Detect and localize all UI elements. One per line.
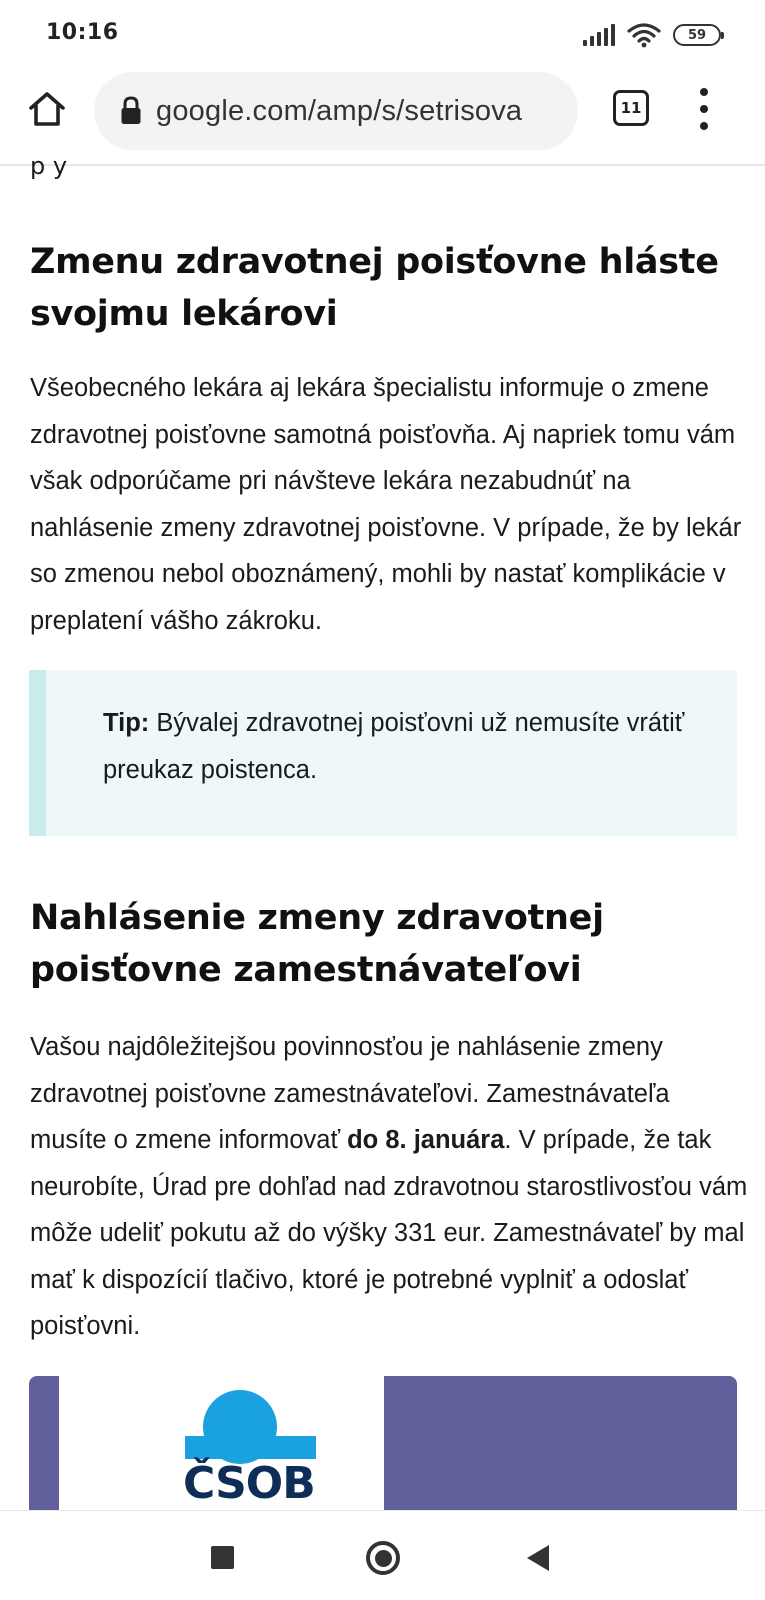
section-heading-doctor: Zmenu zdravotnej poisťovne hláste svojmu lekárovi [30, 242, 719, 334]
tip-box [29, 670, 737, 836]
article-content [0, 152, 765, 1510]
clipped-line [0, 152, 765, 180]
url-text: google.com/amp/s/setrisova [156, 94, 523, 127]
home-icon [27, 89, 67, 129]
section-paragraph-doctor: Všeobecného lekára aj lekára špecialistu informuje o zmene zdravotnej poisťovne samotná poisťovňa. Aj napriek tomu vám však odporúčame pri návšteve lekára nezabudnúť na nahlásenie zmeny zdravotnej poisťovne. V prípade, že by lekár so zmenou nebol oboznámený, mohli by nastať komplikácie v preplatení vášho zákroku. [30, 374, 742, 635]
tip-text [103, 700, 723, 794]
wifi-icon [627, 22, 661, 48]
ad-logo-panel [59, 1376, 384, 1526]
paragraph-text: Vašou najdôležitejšou povinnosťou je nahlásenie zmeny zdravotnej poisťovne zamestnávateľovi. Zamestnávateľa musíte o zmene informovať [30, 1033, 670, 1154]
menu-icon-dot [700, 122, 708, 130]
menu-icon-dot [700, 88, 708, 96]
home-nav-icon[interactable] [366, 1541, 400, 1575]
section-heading-employer: Nahlásenie zmeny zdravotnej poisťovne zamestnávateľovi [30, 898, 604, 990]
menu-icon-dot [700, 105, 708, 113]
status-bar [0, 0, 765, 70]
paragraph-text: . V prípade, že tak neurobíte, Úrad pre dohľad nad zdravotnou starostlivosťou vám môže udeliť pokutu až do výšky 331 eur. Zamestnávateľ by mal mať k dispozícií tlačivo, ktoré je potrebné vyplniť a odoslať poisťovni. [30, 1126, 748, 1340]
csob-logo-bar [185, 1436, 316, 1459]
tab-count: 11 [620, 99, 642, 117]
home-nav-dot [375, 1550, 392, 1567]
home-button[interactable] [24, 86, 70, 132]
back-icon[interactable] [527, 1545, 549, 1571]
csob-logo-text: ČSOB [183, 1458, 315, 1509]
deadline-text: do 8. januára [347, 1126, 505, 1154]
lock-icon [120, 96, 142, 126]
section-paragraph-employer [30, 1024, 750, 1350]
battery-icon [673, 24, 721, 46]
clipped-text: p y [30, 152, 68, 180]
address-bar[interactable] [94, 72, 578, 150]
status-icons [583, 20, 721, 50]
menu-button[interactable] [696, 88, 712, 130]
signal-icon [583, 24, 615, 46]
tabs-button[interactable] [613, 90, 649, 126]
tip-label: Tip: [103, 709, 150, 737]
status-time: 10:16 [46, 20, 119, 45]
battery-level: 59 [687, 27, 707, 43]
system-nav-bar [0, 1510, 765, 1600]
tip-body: Bývalej zdravotnej poisťovni už nemusíte vrátiť preukaz poistenca. [103, 709, 685, 784]
csob-ad-banner[interactable] [29, 1376, 737, 1526]
recents-icon[interactable] [211, 1546, 234, 1569]
